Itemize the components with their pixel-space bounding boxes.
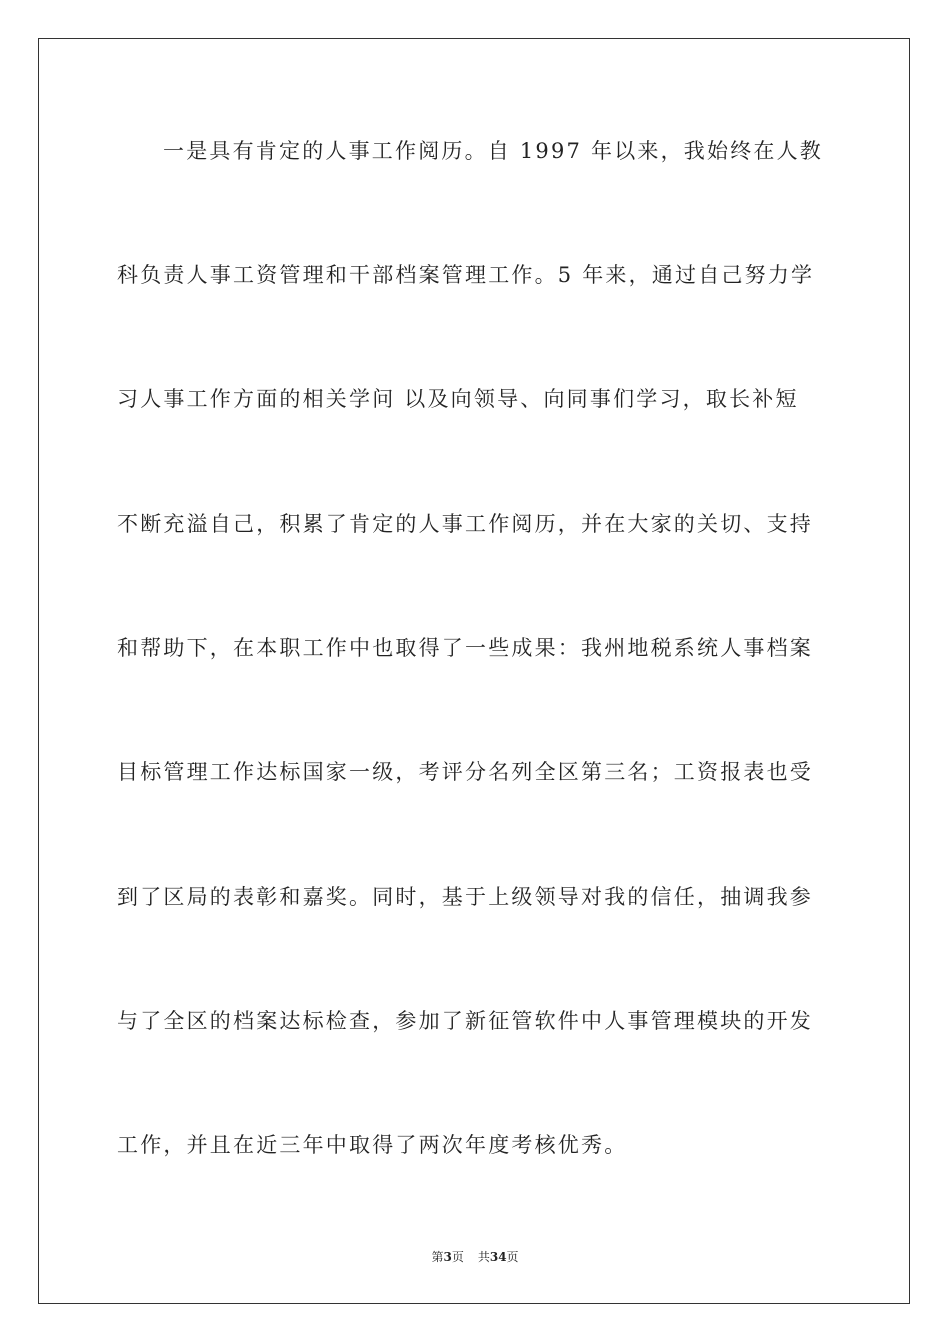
- page-border: [38, 38, 910, 1304]
- total-suffix: 页: [506, 1250, 519, 1264]
- total-prefix: 共: [477, 1250, 490, 1264]
- paragraph-line-7: 到了区局的表彰和嘉奖。同时，基于上级领导对我的信任，抽调我参: [117, 885, 813, 909]
- page-number: 3: [443, 1250, 452, 1264]
- paragraph-line-2: 科负责人事工资管理和干部档案管理工作。5 年来，通过自己努力学: [117, 263, 815, 287]
- paragraph-line-4: 不断充溢自己，积累了肯定的人事工作阅历，并在大家的关切、支持: [117, 512, 813, 536]
- paragraph-line-6: 目标管理工作达标国家一级，考评分名列全区第三名；工资报表也受: [117, 760, 813, 784]
- paragraph-line-3: 习人事工作方面的相关学问 以及向领导、向同事们学习，取长补短: [117, 387, 799, 411]
- paragraph-line-9: 工作，并且在近三年中取得了两次年度考核优秀。: [117, 1133, 628, 1157]
- paragraph-line-5: 和帮助下，在本职工作中也取得了一些成果：我州地税系统人事档案: [117, 636, 813, 660]
- page-footer: [0, 1248, 950, 1265]
- page-prefix: 第: [431, 1250, 444, 1264]
- page-suffix: 页: [451, 1250, 464, 1264]
- total-pages: 34: [489, 1250, 507, 1264]
- paragraph-line-8: 与了全区的档案达标检查，参加了新征管软件中人事管理模块的开发: [117, 1009, 813, 1033]
- paragraph-line-1: 一是具有肯定的人事工作阅历。自 1997 年以来，我始终在人教: [163, 139, 823, 163]
